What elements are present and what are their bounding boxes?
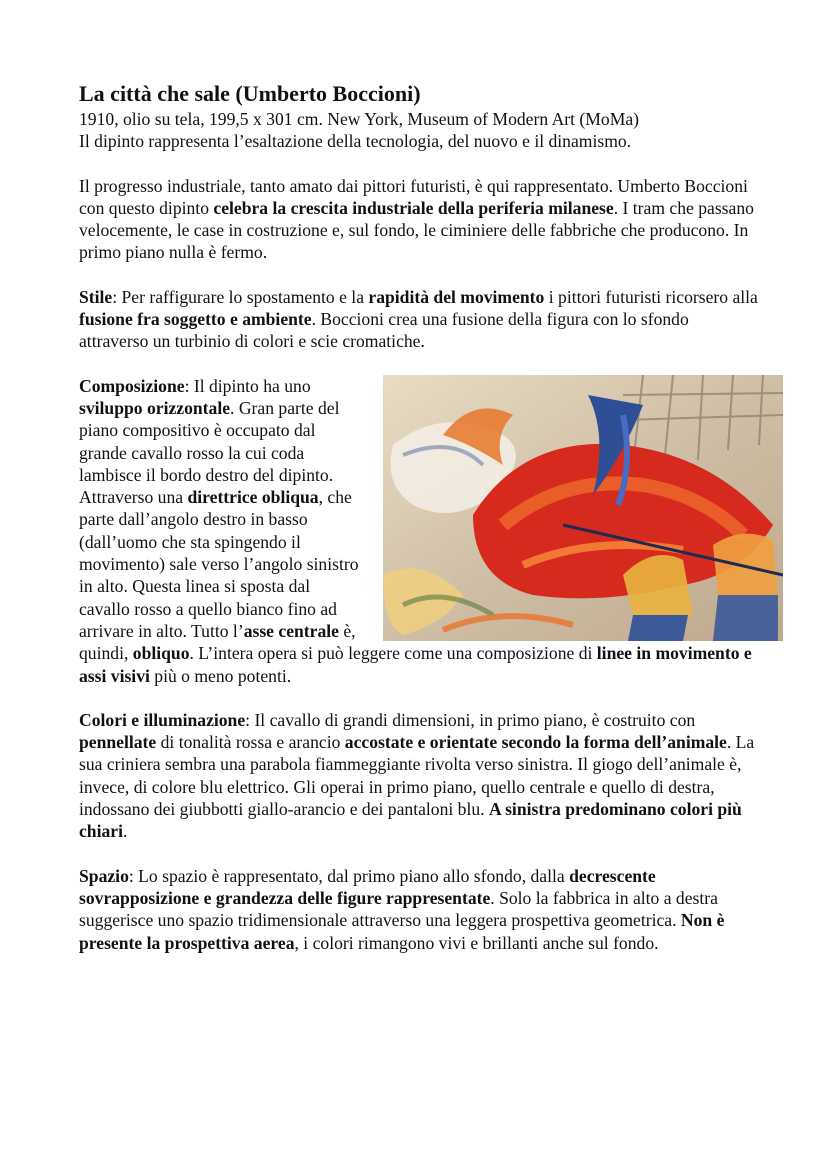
painting-image (383, 375, 783, 641)
document-page (79, 80, 759, 954)
section-label-colori: Colori e illuminazione (79, 709, 246, 730)
section-label-composizione: Composizione (79, 375, 185, 396)
painting-illustration (383, 375, 783, 641)
paragraph-stile: Stile: Per raffigurare lo spostamento e la rapidità del movimento i pittori futuristi ricorsero alla fusione fra soggetto e ambiente. Boccioni crea una fusione della figura con lo sfondo attraverso un turbinio di colori e scie cromatiche. (79, 286, 758, 352)
paragraph-colori: Colori e illuminazione: Il cavallo di grandi dimensioni, in primo piano, è costruito con pennellate di tonalità rossa e arancio accostate e orientate secondo la forma dell’animale. La sua criniera sembra una parabola fiammeggiante rivolta verso sinistra. Il giogo dell’animale è, invece, di colore blu elettrico. Gli operai in primo piano, quello centrale e quello di destra, indossano dei giubbotti giallo-arancio e dei pantaloni blu. A sinistra predominano colori più chiari. (79, 709, 755, 842)
section-label-spazio: Spazio (79, 865, 129, 886)
intro-line: Il dipinto rappresenta l’esaltazione della tecnologia, del nuovo e il dinamismo. (79, 131, 632, 152)
section-label-stile: Stile (79, 286, 113, 307)
painting-meta: 1910, olio su tela, 199,5 x 301 cm. New York, Museum of Modern Art (MoMa) (79, 109, 640, 129)
paragraph-spazio: Spazio: Lo spazio è rappresentato, dal primo piano allo sfondo, dalla decrescente sovrapposizione e grandezza delle figure rappresentate. Solo la fabbrica in alto a destra suggerisce uno spazio tridimensionale attraverso una leggera prospettiva geometrica. Non è presente la prospettiva aerea, i colori rimangono vivi e brillanti anche sul fondo. (79, 865, 725, 953)
paragraph-progress: Il progresso industriale, tanto amato dai pittori futuristi, è qui rappresentato. Umberto Boccioni con questo dipinto celebra la crescita industriale della periferia milanese. I tram che passano velocemente, le case in costruzione e, sul fondo, le ciminiere delle fabbriche che producono. In primo piano nulla è fermo. (79, 175, 754, 263)
document-title: La città che sale (Umberto Boccioni) (79, 81, 421, 106)
paragraph-composizione: Composizione: Il dipinto ha uno sviluppo orizzontale. Gran parte del piano compositivo è occupato dal grande cavallo rosso la cui coda lambisce il bordo destro del dipinto. Attraverso una direttrice obliqua, che parte dall’angolo destro in basso (dall’uomo che sta spingendo il movimento) sale verso l’angolo sinistro in alto. Questa linea si sposta dal cavallo rosso a quello bianco fino ad arrivare in alto. Tutto l’asse centrale è, quindi, obliquo. L’intera opera si può leggere come una composizione di linee in movimento e assi visivi più o meno potenti. (79, 375, 752, 686)
